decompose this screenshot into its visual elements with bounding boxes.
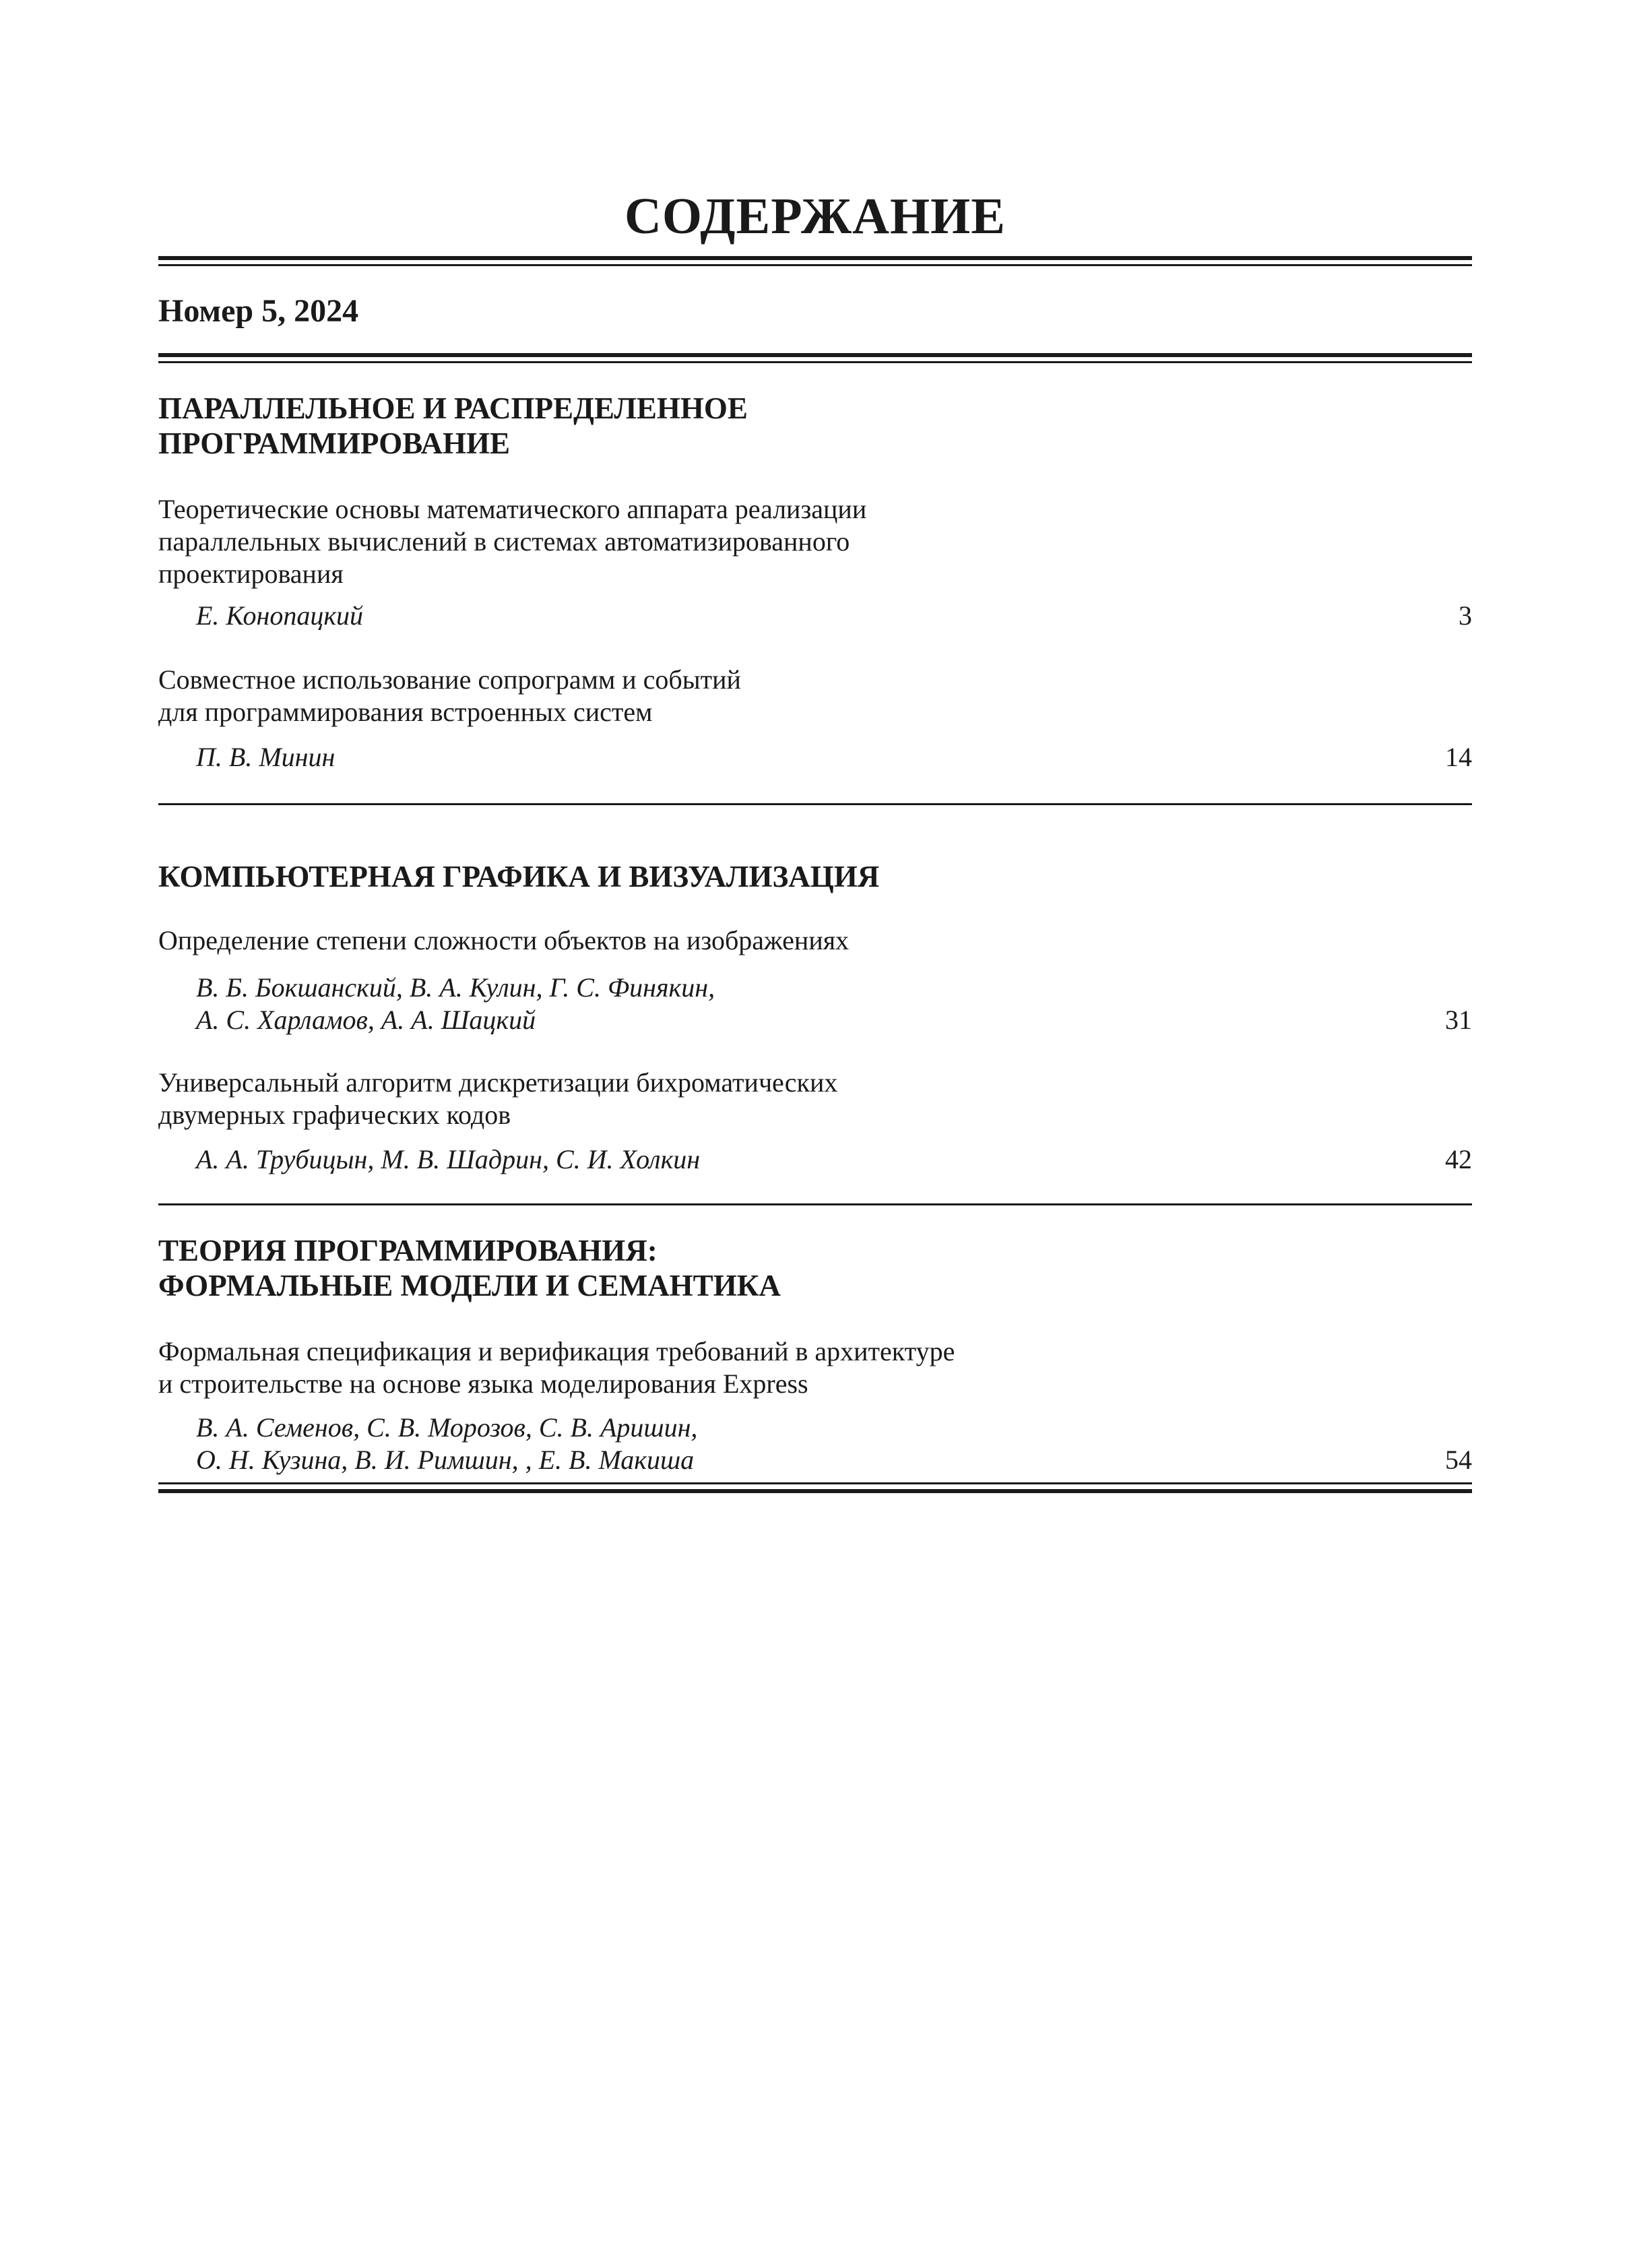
page-number[interactable]: 14 <box>1445 742 1472 772</box>
article-title-line: проектирования <box>158 559 344 589</box>
page-number[interactable]: 31 <box>1445 1005 1472 1035</box>
contents-page <box>158 0 1472 2268</box>
article-title[interactable] <box>158 664 1169 728</box>
article-title-line: Теоретические основы математического аппарата реализации <box>158 494 867 524</box>
authors-line: А. А. Трубицын, М. В. Шадрин, С. И. Холкин <box>196 1144 701 1174</box>
article-authors <box>196 972 1274 1036</box>
issue-rule-bottom <box>158 361 1472 363</box>
article-authors <box>196 741 1274 774</box>
section-heading <box>158 391 1472 461</box>
section-heading <box>158 859 1472 894</box>
issue-rule-top <box>158 353 1472 357</box>
article-title-line: Определение степени сложности объектов на изображениях <box>158 925 850 955</box>
article-title-line: двумерных графических кодов <box>158 1100 511 1130</box>
authors-line: В. А. Семенов, С. В. Морозов, С. В. Аришин, <box>196 1412 698 1443</box>
section-heading-line: ПАРАЛЛЕЛЬНОЕ И РАСПРЕДЕЛЕННОЕ <box>158 391 748 425</box>
section-divider <box>158 803 1472 805</box>
section-heading-line: ТЕОРИЯ ПРОГРАММИРОВАНИЯ: <box>158 1234 658 1267</box>
page-number[interactable]: 3 <box>1459 600 1472 631</box>
section-divider <box>158 1203 1472 1205</box>
page-number[interactable]: 42 <box>1445 1144 1472 1174</box>
section-heading-line: КОМПЬЮТЕРНАЯ ГРАФИКА И ВИЗУАЛИЗАЦИЯ <box>158 860 880 893</box>
authors-line: Е. Конопацкий <box>196 600 364 631</box>
section-heading-line: ФОРМАЛЬНЫЕ МОДЕЛИ И СЕМАНТИКА <box>158 1269 781 1302</box>
authors-line: А. С. Харламов, А. А. Шацкий <box>196 1005 536 1035</box>
section-heading-line: ПРОГРАММИРОВАНИЕ <box>158 427 510 460</box>
article-authors <box>196 600 1274 632</box>
issue-label: Номер 5, 2024 <box>158 293 359 329</box>
authors-line: П. В. Минин <box>196 742 335 772</box>
article-title[interactable] <box>158 1335 1169 1400</box>
article-authors <box>196 1143 1274 1176</box>
authors-line: О. Н. Кузина, В. И. Римшин, , Е. В. Макиша <box>196 1445 695 1475</box>
end-rule-bottom <box>158 1489 1472 1493</box>
article-authors <box>196 1412 1274 1476</box>
article-title-line: и строительстве на основе языка моделирования Express <box>158 1368 808 1399</box>
page-title: СОДЕРЖАНИЕ <box>625 188 1006 245</box>
page-number[interactable]: 54 <box>1445 1445 1472 1475</box>
article-title[interactable] <box>158 924 1169 957</box>
article-title-line: параллельных вычислений в системах автоматизированного <box>158 526 850 557</box>
article-title-line: Формальная спецификация и верификация требований в архитектуре <box>158 1336 955 1366</box>
end-rule-top <box>158 1482 1472 1484</box>
authors-line: В. Б. Бокшанский, В. А. Кулин, Г. С. Финякин, <box>196 972 715 1003</box>
article-title[interactable] <box>158 1067 1169 1131</box>
title-rule-top <box>158 256 1472 260</box>
article-title-line: для программирования встроенных систем <box>158 697 653 727</box>
article-title-line: Совместное использование сопрограмм и событий <box>158 664 741 695</box>
article-title[interactable] <box>158 493 1169 590</box>
section-heading <box>158 1233 1472 1303</box>
article-title-line: Универсальный алгоритм дискретизации бихроматических <box>158 1067 838 1098</box>
title-rule-bottom <box>158 264 1472 266</box>
